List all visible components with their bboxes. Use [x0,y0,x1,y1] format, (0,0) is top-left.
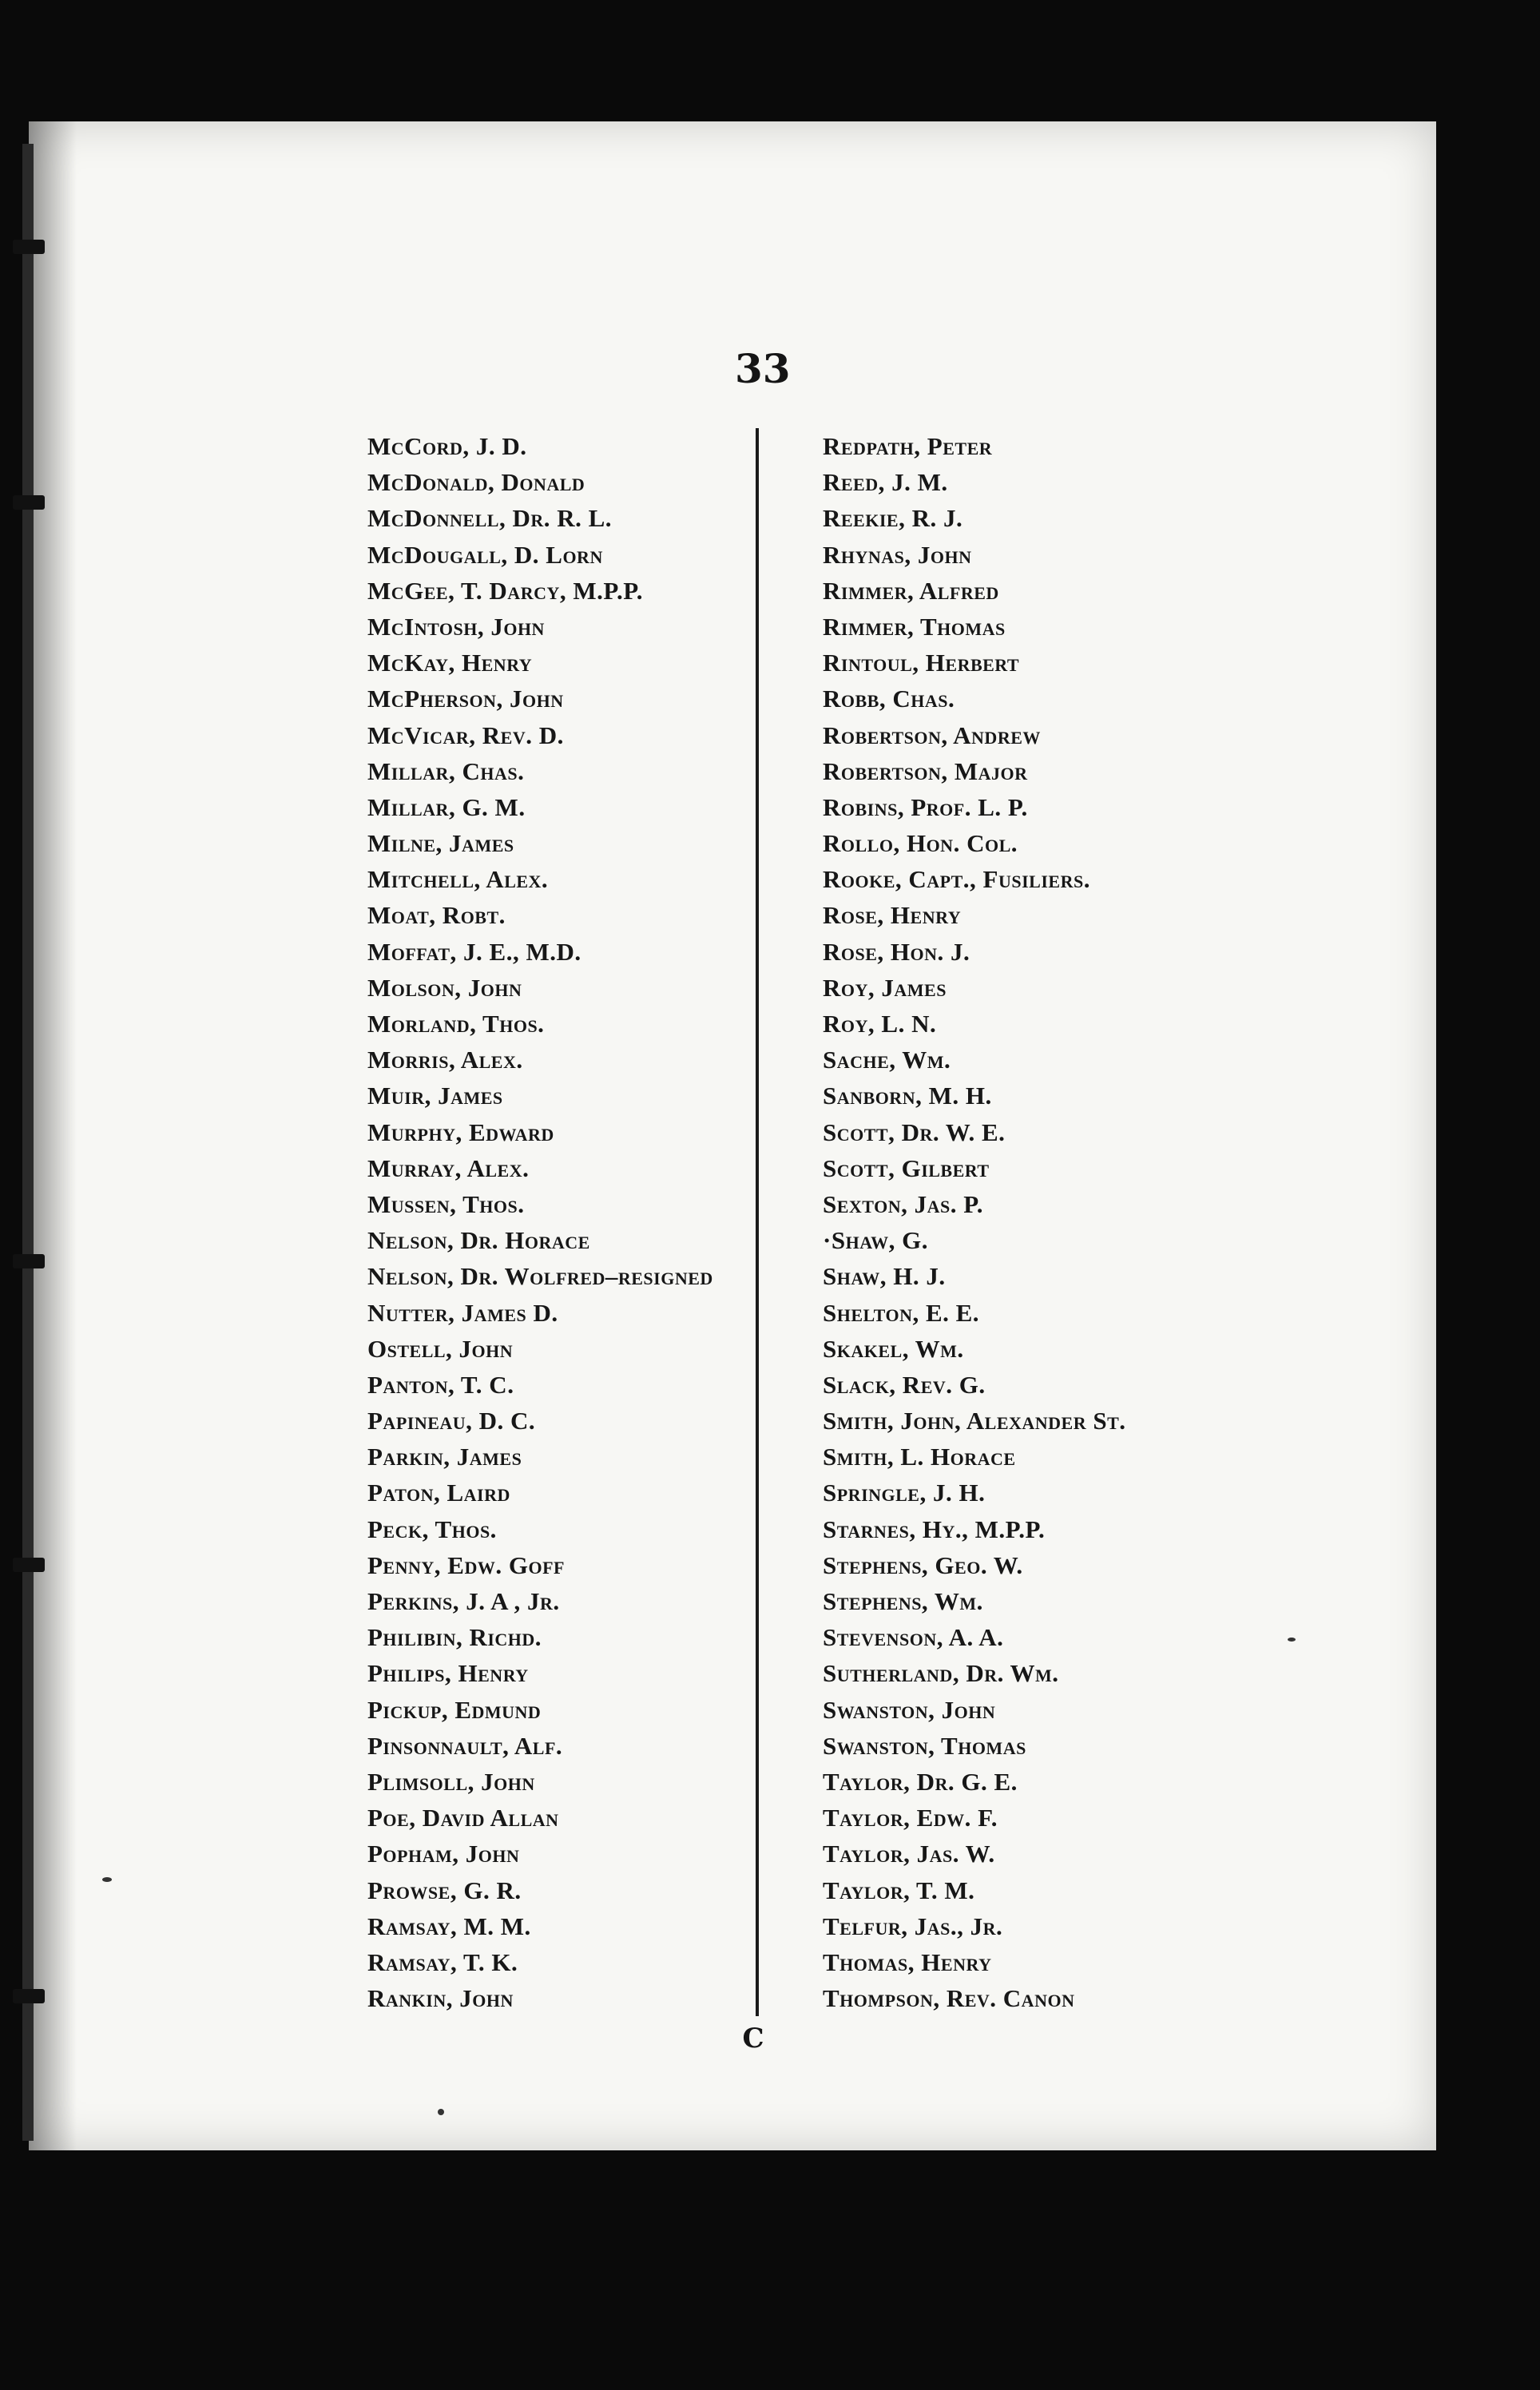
name-entry: Moffat, J. E., M.D. [367,937,581,966]
name-entry: Stephens, Wm. [823,1587,983,1615]
binding-stitch [13,495,45,510]
name-entry: Swanston, John [823,1695,996,1724]
left-name-column [367,428,713,2016]
name-entry: Murphy, Edward [367,1118,554,1146]
name-entry: Slack, Rev. G. [823,1370,986,1399]
dust-speck [1288,1638,1296,1642]
binding-edge [22,144,34,2141]
name-entry: Popham, John [367,1840,520,1868]
name-entry: Springle, J. H. [823,1479,986,1507]
name-entry: McDougall, D. Lorn [367,540,603,569]
name-entry: Morland, Thos. [367,1010,545,1038]
name-entry: Poe, David Allan [367,1804,559,1832]
name-entry: Paton, Laird [367,1479,510,1507]
name-entry: Perkins, J. A , Jr. [367,1587,560,1615]
name-entry: Nutter, James D. [367,1298,558,1327]
name-entry: Stevenson, A. A. [823,1623,1004,1652]
name-entry: Robins, Prof. L. P. [823,792,1028,821]
name-entry: Skakel, Wm. [823,1334,964,1363]
name-entry: Roy, James [823,973,947,1002]
name-entry: Muir, James [367,1082,503,1110]
name-entry: Taylor, Jas. W. [823,1840,995,1868]
name-entry: Rankin, John [367,1984,514,2013]
right-name-column [823,428,1126,2016]
name-entry: Sexton, Jas. P. [823,1189,984,1218]
name-entry: Rose, Henry [823,901,962,930]
name-entry: Taylor, T. M. [823,1876,975,1904]
name-entry: Scott, Gilbert [823,1153,990,1182]
name-entry: Nelson, Dr. Horace [367,1226,590,1255]
name-entry: Stephens, Geo. W. [823,1550,1023,1579]
signature-mark: C [742,2023,764,2055]
name-entry: Molson, John [367,973,522,1002]
name-entry: Shelton, E. E. [823,1298,980,1327]
name-entry: Robertson, Andrew [823,721,1041,749]
dust-speck [102,1877,112,1882]
name-entry: Mitchell, Alex. [367,865,549,894]
name-entry: Ramsay, M. M. [367,1912,531,1940]
name-entry: Scott, Dr. W. E. [823,1118,1006,1146]
name-entry: McVicar, Rev. D. [367,721,564,749]
name-entry: Rollo, Hon. Col. [823,829,1018,858]
name-entry: McGee, T. Darcy, M.P.P. [367,576,644,605]
name-entry: Thompson, Rev. Canon [823,1984,1075,2013]
binding-stitch [13,1989,45,2003]
name-entry: Morris, Alex. [367,1046,523,1074]
binding-stitch [13,1558,45,1572]
name-entry: Rintoul, Herbert [823,649,1020,677]
name-entry: McIntosh, John [367,612,545,641]
name-entry: Rhynas, John [823,540,972,569]
name-entry: Redpath, Peter [823,432,993,460]
binding-stitch [13,240,45,254]
name-entry: Swanston, Thomas [823,1731,1026,1760]
page-number: 33 [735,345,791,392]
name-entry: Millar, Chas. [367,756,525,785]
gutter-shadow [29,121,77,2150]
name-entry: Sanborn, M. H. [823,1082,992,1110]
name-entry: Shaw, H. J. [823,1262,946,1291]
name-entry: Sache, Wm. [823,1046,951,1074]
name-entry: Roy, L. N. [823,1010,937,1038]
name-entry: Penny, Edw. Goff [367,1550,565,1579]
dust-speck [438,2109,444,2115]
name-entry: ·Shaw, G. [823,1226,929,1255]
name-entry: Mussen, Thos. [367,1189,525,1218]
name-entry: Telfur, Jas., Jr. [823,1912,1003,1940]
name-entry: Murray, Alex. [367,1153,530,1182]
name-entry: Peck, Thos. [367,1515,497,1543]
name-entry: Smith, L. Horace [823,1443,1016,1471]
name-entry: Pinsonnault, Alf. [367,1731,563,1760]
name-entry: Taylor, Dr. G. E. [823,1767,1018,1796]
name-entry: McCord, J. D. [367,432,527,460]
name-entry: Plimsoll, John [367,1767,535,1796]
name-entry: Smith, John, Alexander St. [823,1407,1126,1435]
name-entry: Rooke, Capt., Fusiliers. [823,865,1090,894]
name-entry: Reekie, R. J. [823,504,963,533]
name-entry: Reed, J. M. [823,468,948,497]
name-entry: Rimmer, Alfred [823,576,999,605]
name-entry: Sutherland, Dr. Wm. [823,1659,1059,1688]
name-entry: Milne, James [367,829,514,858]
name-entry: McDonald, Donald [367,468,585,497]
name-entry: Millar, G. M. [367,792,526,821]
name-entry: Ramsay, T. K. [367,1947,518,1976]
binding-stitch [13,1254,45,1268]
name-entry: Moat, Robt. [367,901,506,930]
name-entry: Robertson, Major [823,756,1028,785]
name-entry: Ostell, John [367,1334,514,1363]
name-entry: Rimmer, Thomas [823,612,1006,641]
name-entry: Thomas, Henry [823,1947,992,1976]
name-entry: Prowse, G. R. [367,1876,522,1904]
name-entry: Panton, T. C. [367,1370,514,1399]
name-entry: Papineau, D. C. [367,1407,536,1435]
name-entry: Rose, Hon. J. [823,937,970,966]
name-entry: Taylor, Edw. F. [823,1804,998,1832]
name-entry: Nelson, Dr. Wolfred–resigned [367,1262,713,1291]
name-entry: Starnes, Hy., M.P.P. [823,1515,1046,1543]
book-page [29,121,1436,2150]
name-entry: McPherson, John [367,685,564,713]
name-entry: McDonnell, Dr. R. L. [367,504,613,533]
column-divider [756,428,759,2016]
name-entry: McKay, Henry [367,649,533,677]
name-entry: Robb, Chas. [823,685,955,713]
name-entry: Pickup, Edmund [367,1695,542,1724]
name-entry: Philibin, Richd. [367,1623,542,1652]
name-entry: Philips, Henry [367,1659,529,1688]
name-entry: Parkin, James [367,1443,522,1471]
